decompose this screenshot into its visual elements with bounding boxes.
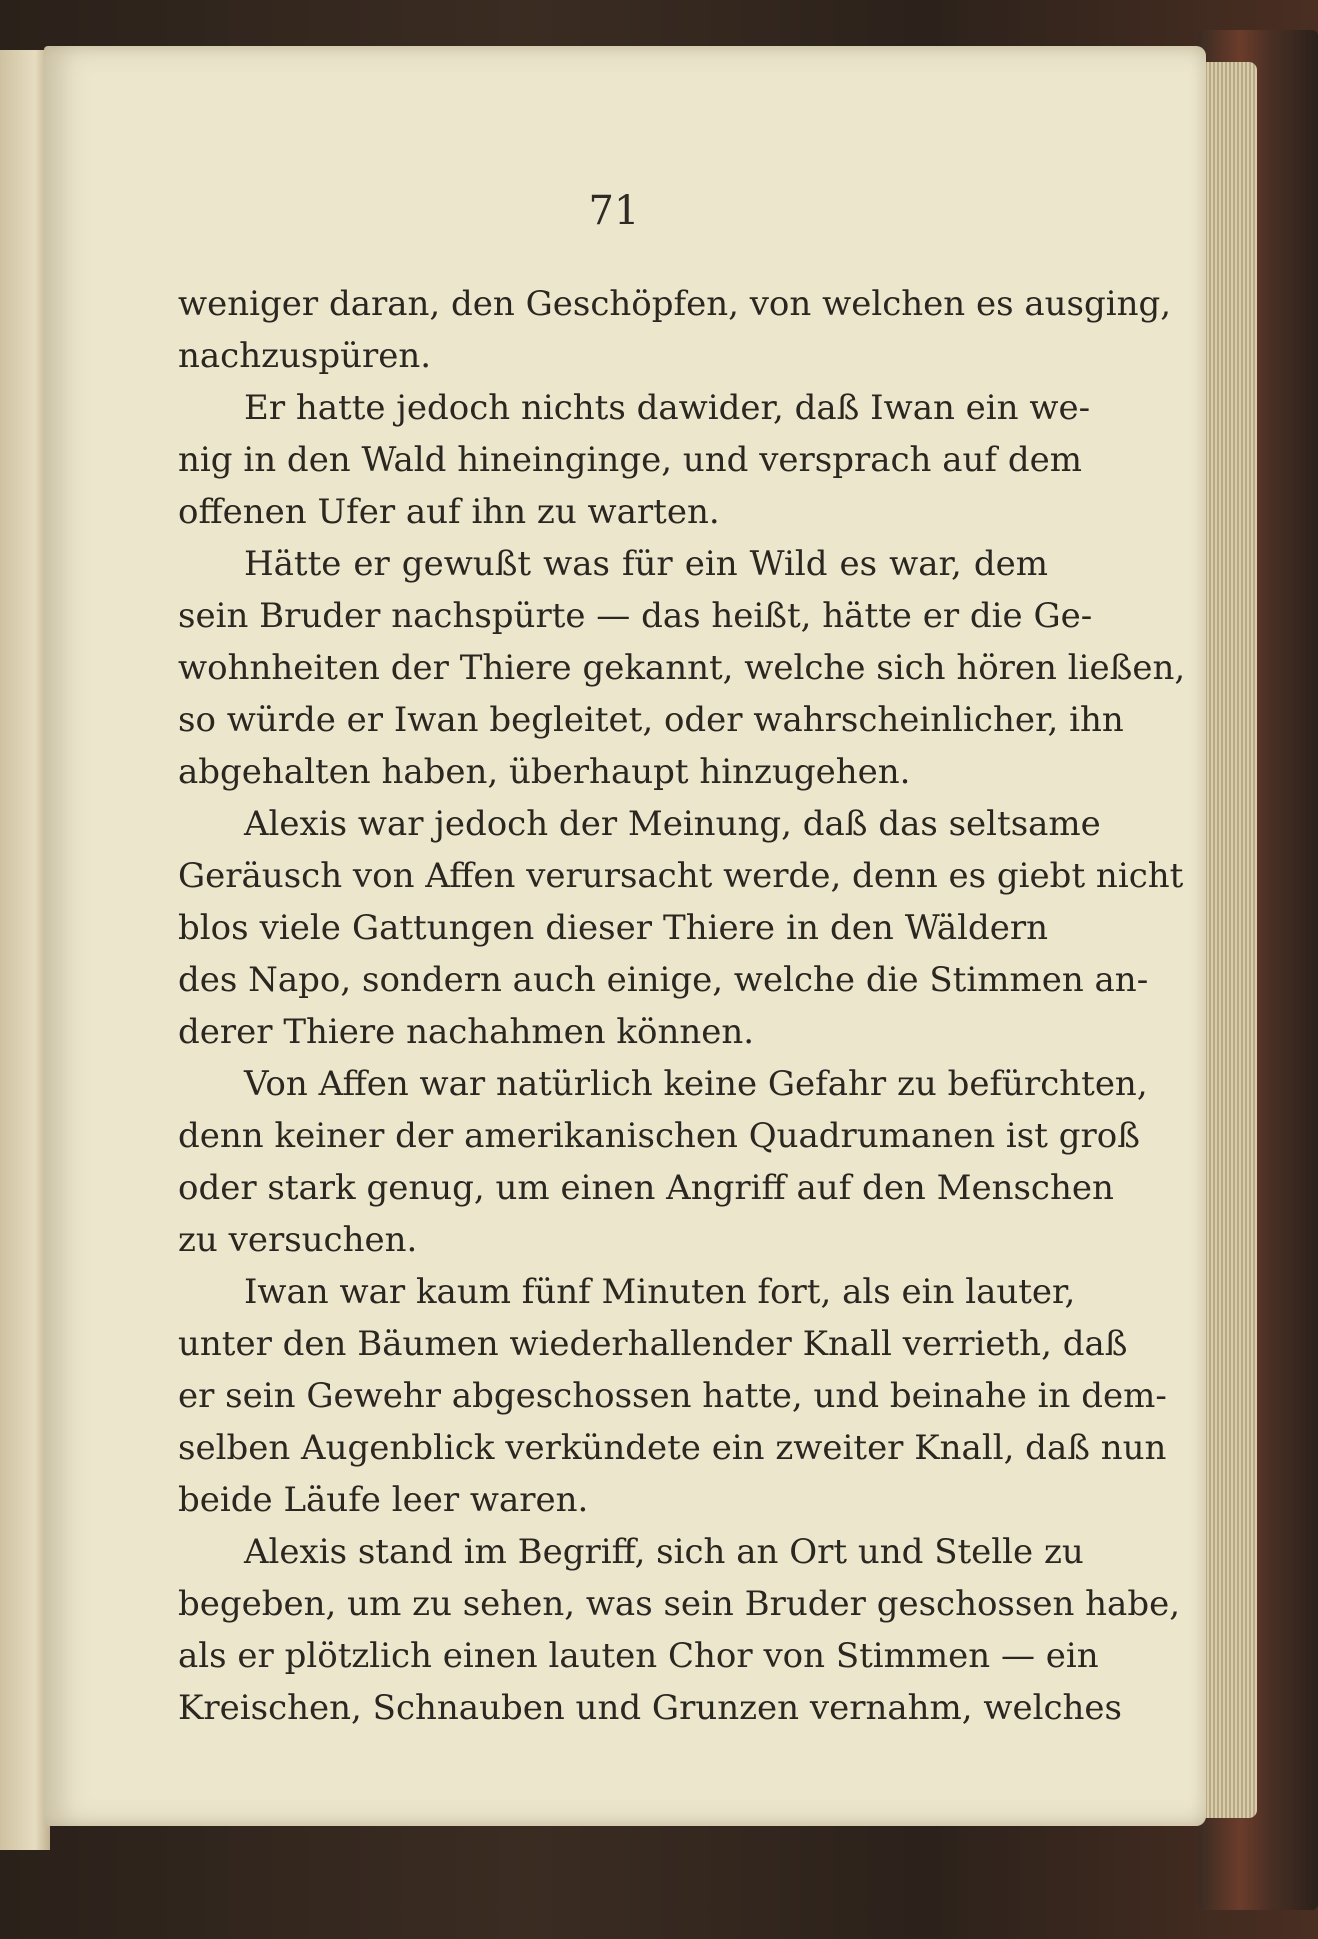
text-line: weniger daran, den Geschöpfen, von welchen es ausging, (178, 284, 1172, 324)
text-line: blos viele Gattungen dieser Thiere in den Wäldern (178, 908, 1048, 948)
body-text (178, 278, 1186, 1734)
text-line: des Napo, sondern auch einige, welche die Stimmen an- (178, 960, 1149, 1000)
text-line: derer Thiere nachahmen können. (178, 1012, 755, 1052)
text-line: sein Bruder nachspürte — das heißt, hätte er die Ge- (178, 596, 1093, 636)
text-line: beide Läufe leer waren. (178, 1480, 589, 1520)
text-line: Iwan war kaum fünf Minuten fort, als ein lauter, (244, 1272, 1076, 1312)
text-line: Kreischen, Schnauben und Grunzen vernahm, welches (178, 1688, 1122, 1728)
text-line: offenen Ufer auf ihn zu warten. (178, 492, 720, 532)
text-line: Alexis war jedoch der Meinung, daß das seltsame (244, 804, 1101, 844)
page-number: 71 (588, 188, 640, 234)
text-line: als er plötzlich einen lauten Chor von Stimmen — ein (178, 1636, 1099, 1676)
text-line: selben Augenblick verkündete ein zweiter Knall, daß nun (178, 1428, 1167, 1468)
facing-page-edge (0, 50, 50, 1850)
text-line: Er hatte jedoch nichts dawider, daß Iwan ein we- (244, 388, 1091, 428)
text-line: nig in den Wald hineinginge, und versprach auf dem (178, 440, 1082, 480)
text-line: so würde er Iwan begleitet, oder wahrscheinlicher, ihn (178, 700, 1124, 740)
text-line: nachzuspüren. (178, 336, 432, 376)
text-line: begeben, um zu sehen, was sein Bruder geschossen habe, (178, 1584, 1181, 1624)
text-line: zu versuchen. (178, 1220, 418, 1260)
book-page (44, 46, 1206, 1826)
text-line: Alexis stand im Begriff, sich an Ort und Stelle zu (244, 1532, 1084, 1572)
text-line: abgehalten haben, überhaupt hinzugehen. (178, 752, 911, 792)
text-line: Geräusch von Affen verursacht werde, denn es giebt nicht (178, 856, 1184, 896)
text-line: er sein Gewehr abgeschossen hatte, und beinahe in dem- (178, 1376, 1167, 1416)
text-line: oder stark genug, um einen Angriff auf den Menschen (178, 1168, 1114, 1208)
text-line: denn keiner der amerikanischen Quadrumanen ist groß (178, 1116, 1140, 1156)
text-line: Von Affen war natürlich keine Gefahr zu befürchten, (244, 1064, 1148, 1104)
text-line: wohnheiten der Thiere gekannt, welche sich hören ließen, (178, 648, 1186, 688)
text-line: unter den Bäumen wiederhallender Knall verrieth, daß (178, 1324, 1128, 1364)
text-line: Hätte er gewußt was für ein Wild es war, dem (244, 544, 1048, 584)
